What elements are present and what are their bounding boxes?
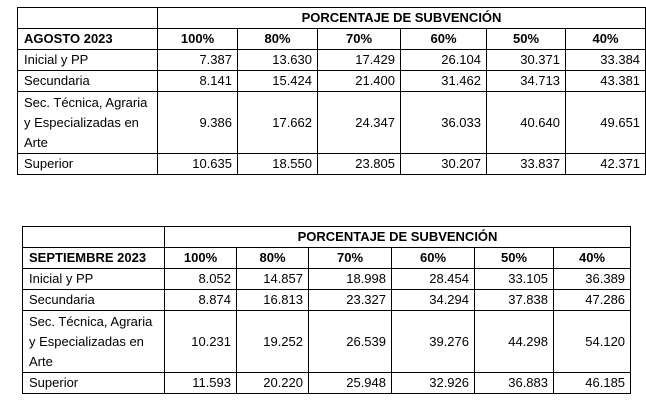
value-cell: 47.286 — [554, 290, 631, 311]
group-header: PORCENTAJE DE SUBVENCIÓN — [158, 8, 646, 29]
column-header-row — [18, 29, 646, 50]
value-cell: 34.713 — [487, 71, 566, 92]
value-cell: 36.883 — [475, 373, 554, 394]
value-cell: 11.593 — [165, 373, 237, 394]
value-cell: 18.998 — [309, 269, 392, 290]
pct-header: 50% — [475, 248, 554, 269]
value-cell: 18.550 — [238, 154, 318, 175]
value-cell: 8.052 — [165, 269, 237, 290]
row-label: Superior — [18, 154, 158, 175]
value-cell: 32.926 — [392, 373, 475, 394]
value-cell: 36.389 — [554, 269, 631, 290]
value-cell: 20.220 — [237, 373, 309, 394]
value-cell: 31.462 — [401, 71, 487, 92]
group-header-row — [18, 8, 646, 29]
value-cell: 25.948 — [309, 373, 392, 394]
row-label: Inicial y PP — [18, 50, 158, 71]
value-cell: 54.120 — [554, 311, 631, 373]
value-cell: 15.424 — [238, 71, 318, 92]
table-row — [23, 269, 631, 290]
value-cell: 17.429 — [318, 50, 401, 71]
pct-header: 80% — [237, 248, 309, 269]
period-header: AGOSTO 2023 — [18, 29, 158, 50]
pct-header: 70% — [309, 248, 392, 269]
value-cell: 14.857 — [237, 269, 309, 290]
table-row — [18, 92, 646, 154]
table-row — [23, 373, 631, 394]
value-cell: 33.105 — [475, 269, 554, 290]
pct-header: 40% — [554, 248, 631, 269]
pct-header: 70% — [318, 29, 401, 50]
value-cell: 8.141 — [158, 71, 238, 92]
pct-header: 40% — [566, 29, 646, 50]
value-cell: 13.630 — [238, 50, 318, 71]
value-cell: 24.347 — [318, 92, 401, 154]
pct-header: 60% — [392, 248, 475, 269]
value-cell: 42.371 — [566, 154, 646, 175]
pct-header: 100% — [165, 248, 237, 269]
value-cell: 49.651 — [566, 92, 646, 154]
value-cell: 17.662 — [238, 92, 318, 154]
value-cell: 33.384 — [566, 50, 646, 71]
column-header-row — [23, 248, 631, 269]
pct-header: 100% — [158, 29, 238, 50]
row-label: Inicial y PP — [23, 269, 165, 290]
value-cell: 39.276 — [392, 311, 475, 373]
value-cell: 10.231 — [165, 311, 237, 373]
pct-header: 50% — [487, 29, 566, 50]
value-cell: 33.837 — [487, 154, 566, 175]
value-cell: 46.185 — [554, 373, 631, 394]
value-cell: 19.252 — [237, 311, 309, 373]
value-cell: 7.387 — [158, 50, 238, 71]
blank-corner-cell — [23, 227, 165, 248]
pct-header: 80% — [238, 29, 318, 50]
value-cell: 40.640 — [487, 92, 566, 154]
row-label: Secundaria — [23, 290, 165, 311]
value-cell: 9.386 — [158, 92, 238, 154]
value-cell: 37.838 — [475, 290, 554, 311]
subsidy-table-august — [17, 7, 646, 175]
blank-corner-cell — [18, 8, 158, 29]
row-label: Superior — [23, 373, 165, 394]
value-cell: 23.805 — [318, 154, 401, 175]
value-cell: 44.298 — [475, 311, 554, 373]
row-label: Sec. Técnica, Agraria y Especializadas en Arte — [18, 92, 158, 154]
subsidy-table-september — [22, 226, 631, 394]
table-row — [18, 154, 646, 175]
table-row — [18, 50, 646, 71]
value-cell: 36.033 — [401, 92, 487, 154]
value-cell: 8.874 — [165, 290, 237, 311]
row-label: Sec. Técnica, Agraria y Especializadas en Arte — [23, 311, 165, 373]
row-label: Secundaria — [18, 71, 158, 92]
table-row — [23, 311, 631, 373]
table-row — [18, 71, 646, 92]
value-cell: 30.371 — [487, 50, 566, 71]
value-cell: 30.207 — [401, 154, 487, 175]
pct-header: 60% — [401, 29, 487, 50]
value-cell: 28.454 — [392, 269, 475, 290]
value-cell: 16.813 — [237, 290, 309, 311]
value-cell: 26.539 — [309, 311, 392, 373]
value-cell: 10.635 — [158, 154, 238, 175]
value-cell: 34.294 — [392, 290, 475, 311]
value-cell: 26.104 — [401, 50, 487, 71]
value-cell: 23.327 — [309, 290, 392, 311]
group-header-row — [23, 227, 631, 248]
table-row — [23, 290, 631, 311]
value-cell: 21.400 — [318, 71, 401, 92]
value-cell: 43.381 — [566, 71, 646, 92]
period-header: SEPTIEMBRE 2023 — [23, 248, 165, 269]
group-header: PORCENTAJE DE SUBVENCIÓN — [165, 227, 631, 248]
